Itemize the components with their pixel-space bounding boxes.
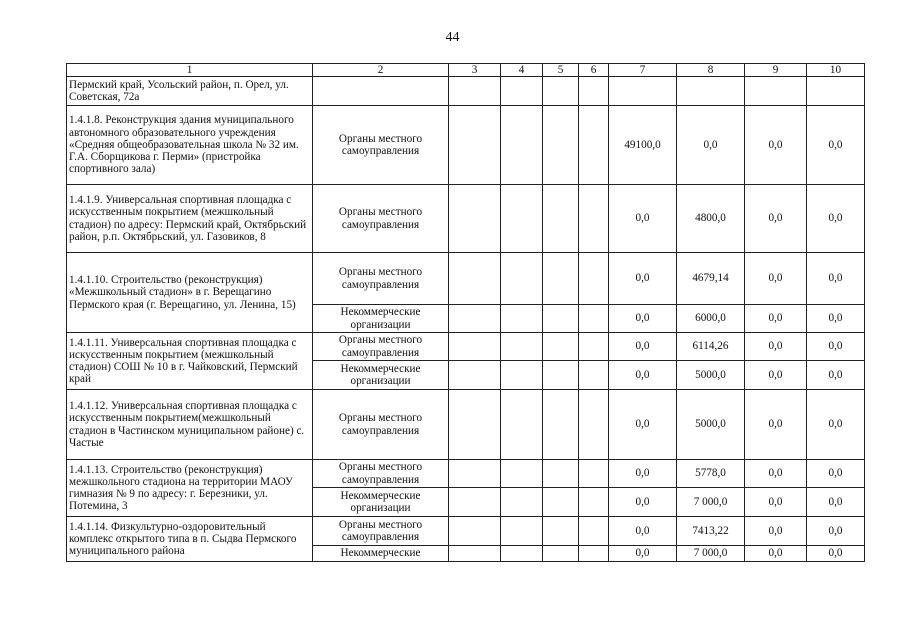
executor: Некоммерческие организации bbox=[313, 305, 449, 333]
object-name: 1.4.1.12. Универсальная спортивная площадка с искусственным покрытием(межшкольный стадион в Частинском муниципальном районе) с. Частые bbox=[67, 390, 313, 460]
value-col7: 0,0 bbox=[609, 185, 677, 253]
value-col7: 0,0 bbox=[609, 546, 677, 562]
value-col10: 0,0 bbox=[807, 253, 865, 305]
value-col9: 0,0 bbox=[745, 185, 807, 253]
value-col10: 0,0 bbox=[807, 488, 865, 517]
object-name: 1.4.1.11. Универсальная спортивная площадка с искусственным покрытием (межшкольный стадион) СОШ № 10 в г. Чайковский, Пермский край bbox=[67, 333, 313, 390]
value-col9: 0,0 bbox=[745, 361, 807, 390]
value-col8: 5000,0 bbox=[677, 361, 745, 390]
header-cell: 7 bbox=[609, 64, 677, 77]
object-name: 1.4.1.14. Физкультурно-оздоровительный комплекс открытого типа в п. Сыдва Пермского муниципального района bbox=[67, 517, 313, 562]
executor: Органы местного самоуправления bbox=[313, 517, 449, 546]
page-number: 44 bbox=[445, 30, 460, 45]
value-col8: 7 000,0 bbox=[677, 546, 745, 562]
table-row bbox=[67, 77, 865, 106]
value-col9: 0,0 bbox=[745, 546, 807, 562]
object-name: 1.4.1.9. Универсальная спортивная площадка с искусственным покрытием (межшкольный стадион) по адресу: Пермский край, Октябрьский район, р.п. Октябрьский, ул. Газовиков, 8 bbox=[67, 185, 313, 253]
header-cell: 5 bbox=[543, 64, 579, 77]
value-col10: 0,0 bbox=[807, 517, 865, 546]
value-col8: 7 000,0 bbox=[677, 488, 745, 517]
table-row bbox=[67, 333, 865, 361]
object-name: 1.4.1.10. Строительство (реконструкция) «Межшкольный стадион» в г. Верещагино Пермского края (г. Верещагино, ул. Ленина, 15) bbox=[67, 253, 313, 333]
value-col10: 0,0 bbox=[807, 361, 865, 390]
table-row bbox=[67, 517, 865, 546]
executor: Органы местного самоуправления bbox=[313, 185, 449, 253]
header-cell: 1 bbox=[67, 64, 313, 77]
value-col10: 0,0 bbox=[807, 390, 865, 460]
value-col8: 5778,0 bbox=[677, 460, 745, 488]
value-col7: 0,0 bbox=[609, 305, 677, 333]
value-col8: 6000,0 bbox=[677, 305, 745, 333]
object-name: Пермский край, Усольский район, п. Орел, ул. Советская, 72а bbox=[67, 77, 313, 106]
program-table bbox=[66, 63, 865, 562]
table-row bbox=[67, 253, 865, 305]
value-col9: 0,0 bbox=[745, 333, 807, 361]
executor: Некоммерческие организации bbox=[313, 361, 449, 390]
value-col8: 4679,14 bbox=[677, 253, 745, 305]
header-cell: 9 bbox=[745, 64, 807, 77]
value-col10: 0,0 bbox=[807, 546, 865, 562]
header-cell: 3 bbox=[449, 64, 501, 77]
value-col9: 0,0 bbox=[745, 460, 807, 488]
executor: Органы местного самоуправления bbox=[313, 253, 449, 305]
table-row bbox=[67, 185, 865, 253]
executor: Органы местного самоуправления bbox=[313, 390, 449, 460]
header-cell: 6 bbox=[579, 64, 609, 77]
value-col7: 0,0 bbox=[609, 390, 677, 460]
value-col9: 0,0 bbox=[745, 305, 807, 333]
value-col7: 0,0 bbox=[609, 253, 677, 305]
header-row bbox=[67, 64, 865, 77]
header-cell: 4 bbox=[501, 64, 543, 77]
value-col7: 0,0 bbox=[609, 517, 677, 546]
object-name: 1.4.1.8. Реконструкция здания муниципального автономного образовательного учреждения «Средняя общеобразовательная школа № 32 им. Г.А. Сборщикова г. Перми» (пристройка спортивного зала) bbox=[67, 106, 313, 185]
value-col8: 5000,0 bbox=[677, 390, 745, 460]
value-col8: 4800,0 bbox=[677, 185, 745, 253]
value-col8: 6114,26 bbox=[677, 333, 745, 361]
table-row bbox=[67, 460, 865, 488]
value-col7: 0,0 bbox=[609, 488, 677, 517]
table-row bbox=[67, 106, 865, 185]
value-col10: 0,0 bbox=[807, 305, 865, 333]
value-col8: 0,0 bbox=[677, 106, 745, 185]
value-col9: 0,0 bbox=[745, 106, 807, 185]
header-cell: 2 bbox=[313, 64, 449, 77]
header-cell: 10 bbox=[807, 64, 865, 77]
value-col8: 7413,22 bbox=[677, 517, 745, 546]
executor: Некоммерческие организации bbox=[313, 488, 449, 517]
executor: Органы местного самоуправления bbox=[313, 333, 449, 361]
object-name: 1.4.1.13. Строительство (реконструкция) межшкольного стадиона на территории МАОУ гимназия № 9 по адресу: г. Березники, ул. Потемина, 3 bbox=[67, 460, 313, 517]
executor: Некоммерческие bbox=[313, 546, 449, 562]
header-cell: 8 bbox=[677, 64, 745, 77]
value-col7: 0,0 bbox=[609, 361, 677, 390]
value-col9: 0,0 bbox=[745, 488, 807, 517]
executor: Органы местного самоуправления bbox=[313, 460, 449, 488]
executor: Органы местного самоуправления bbox=[313, 106, 449, 185]
value-col9: 0,0 bbox=[745, 390, 807, 460]
value-col10: 0,0 bbox=[807, 185, 865, 253]
value-col7: 0,0 bbox=[609, 460, 677, 488]
value-col10: 0,0 bbox=[807, 333, 865, 361]
value-col9: 0,0 bbox=[745, 253, 807, 305]
table-row bbox=[67, 390, 865, 460]
value-col10: 0,0 bbox=[807, 460, 865, 488]
value-col7: 0,0 bbox=[609, 333, 677, 361]
value-col9: 0,0 bbox=[745, 517, 807, 546]
value-col7: 49100,0 bbox=[609, 106, 677, 185]
value-col10: 0,0 bbox=[807, 106, 865, 185]
